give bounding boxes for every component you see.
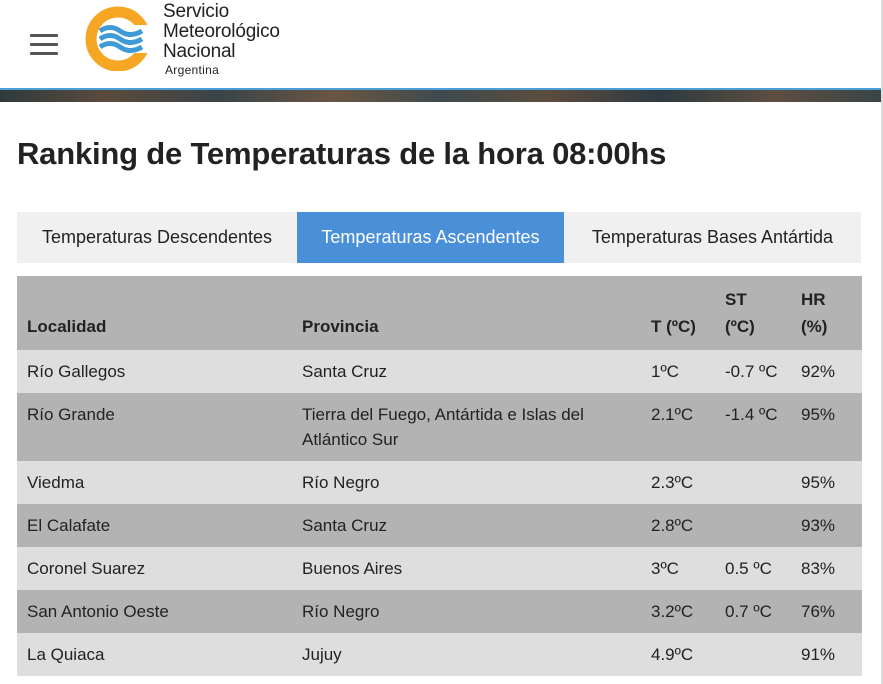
table-row — [17, 461, 862, 504]
cell-humedad: 83% — [801, 559, 836, 578]
cell-provincia: Buenos Aires — [302, 559, 403, 578]
header-localidad: Localidad — [27, 317, 107, 336]
cell-localidad: Viedma — [27, 473, 85, 492]
cell-provincia: Santa Cruz — [302, 516, 388, 535]
cell-temperatura: 2.1ºC — [651, 405, 694, 424]
header-temperatura: T (ºC) — [651, 317, 696, 336]
cell-localidad: Río Gallegos — [27, 362, 126, 381]
header-hr-line1: HR — [801, 290, 826, 309]
table-row — [17, 547, 862, 590]
table-row — [17, 504, 862, 547]
header-st-line1: ST — [725, 290, 747, 309]
cell-humedad: 76% — [801, 602, 836, 621]
cell-temperatura: 2.8ºC — [651, 516, 694, 535]
cell-humedad: 93% — [801, 516, 836, 535]
header-banner-image — [0, 88, 881, 102]
cell-humedad: 95% — [801, 405, 836, 424]
header-humedad — [791, 276, 862, 350]
table-header-row — [17, 276, 862, 350]
smn-logo-icon[interactable] — [82, 5, 160, 71]
tab-temperaturas-ascendentes[interactable]: Temperaturas Ascendentes — [297, 212, 564, 263]
cell-sensacion-termica: 0.5 ºC — [725, 559, 772, 578]
page-title: Ranking de Temperaturas de la hora 08:00hs — [17, 136, 667, 171]
ranking-table — [17, 276, 862, 676]
logo-line: Nacional — [163, 41, 236, 62]
cell-humedad: 95% — [801, 473, 836, 492]
logo-wordmark[interactable] — [163, 2, 280, 78]
logo-line: Servicio — [163, 1, 229, 22]
cell-provincia: Río Negro — [302, 473, 380, 492]
cell-temperatura: 1ºC — [651, 362, 679, 381]
logo-line: Meteorológico — [163, 21, 280, 42]
cell-localidad: Coronel Suarez — [27, 559, 146, 578]
header-hr-line2: (%) — [801, 317, 828, 336]
cell-sensacion-termica: -0.7 ºC — [725, 362, 778, 381]
cell-localidad: La Quiaca — [27, 645, 105, 664]
tab-temperaturas-descendentes[interactable]: Temperaturas Descendentes — [41, 227, 273, 247]
cell-sensacion-termica — [715, 633, 791, 676]
cell-temperatura: 4.9ºC — [651, 645, 694, 664]
cell-sensacion-termica — [715, 461, 791, 504]
cell-provincia: Río Negro — [302, 602, 380, 621]
cell-sensacion-termica: 0.7 ºC — [725, 602, 772, 621]
cell-temperatura: 3ºC — [651, 559, 679, 578]
cell-localidad: San Antonio Oeste — [27, 602, 169, 621]
table-row — [17, 350, 862, 393]
tab-bar — [17, 212, 861, 263]
header-st-line2: (ºC) — [725, 317, 755, 336]
cell-temperatura: 2.3ºC — [651, 473, 694, 492]
cell-provincia: Jujuy — [302, 645, 342, 664]
cell-sensacion-termica: -1.4 ºC — [725, 405, 778, 424]
header-provincia: Provincia — [302, 317, 379, 336]
cell-humedad: 92% — [801, 362, 836, 381]
cell-provincia: Tierra del Fuego, Antártida e Islas del Atlántico Sur — [302, 405, 584, 449]
tab-temperaturas-bases-antartida[interactable]: Temperaturas Bases Antártida — [591, 227, 834, 247]
cell-localidad: Río Grande — [27, 405, 115, 424]
site-header — [0, 0, 882, 92]
table-row — [17, 633, 862, 676]
cell-temperatura: 3.2ºC — [651, 602, 694, 621]
table-row — [17, 590, 862, 633]
logo-country: Argentina — [165, 63, 220, 77]
cell-humedad: 91% — [801, 645, 836, 664]
hamburger-menu-icon[interactable] — [30, 34, 58, 56]
cell-sensacion-termica — [715, 504, 791, 547]
table-row — [17, 393, 862, 461]
cell-provincia: Santa Cruz — [302, 362, 388, 381]
header-sensacion-termica — [715, 276, 791, 350]
cell-localidad: El Calafate — [27, 516, 111, 535]
